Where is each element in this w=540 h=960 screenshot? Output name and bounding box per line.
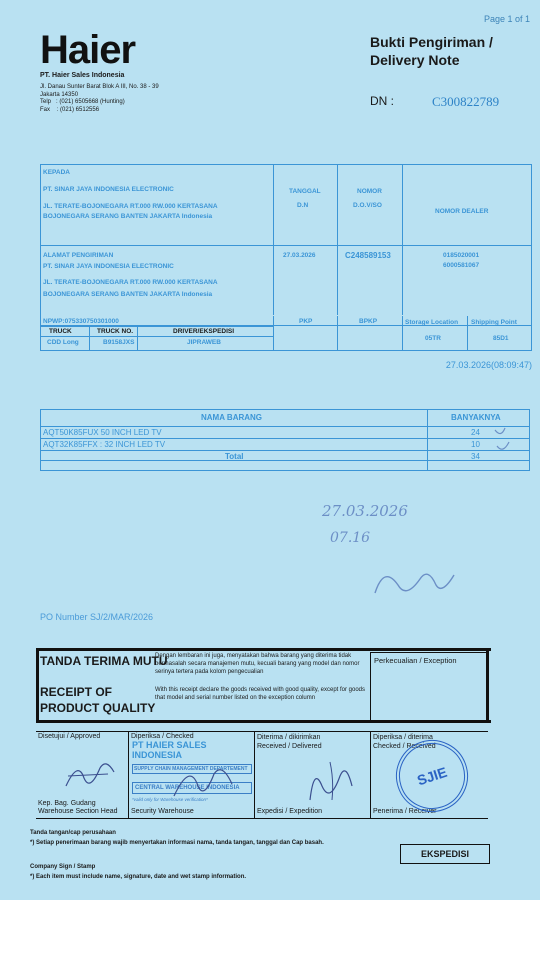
checked-signature — [170, 760, 240, 804]
delivered-role: Expedisi / Expedition — [257, 808, 322, 815]
receipt-text-en: With this receipt declare the goods received with good quality, except for goods that model and serial number listed on the exception column — [155, 687, 366, 701]
total-value: 34 — [471, 452, 480, 461]
col-banyaknya: BANYAKNYA — [451, 413, 501, 422]
po-number: PO Number SJ/2/MAR/2026 — [40, 612, 154, 622]
alamat-label: ALAMAT PENGIRIMAN — [43, 252, 114, 259]
footer-line-2: *) Setiap penerimaan barang wajib menyertakan informasi nama, tanda tangan, tanggal dan Cap basah. — [30, 840, 324, 846]
ekspedisi-copy-box: EKSPEDISI — [400, 844, 490, 864]
footer-line-1: Tanda tangan/cap perusahaan — [30, 830, 116, 836]
footer-line-4: *) Each item must include name, signature, date and wet stamp information. — [30, 874, 247, 880]
tanggal-value: D.N — [297, 202, 309, 209]
col-nama-barang: NAMA BARANG — [201, 413, 263, 422]
stamp-line-4: *valid only for Warehouse verification* — [132, 797, 208, 802]
checked-role: Security Warehouse — [131, 808, 194, 815]
receipt-text-id: Dengan lembaran ini juga, menyatakan bahwa barang yang diterima tidak bermasalah secara manajemen mutu, kecuali barang yang model dan nomor serinya tertera pada kolom pengecualian — [155, 653, 360, 675]
kepada-line-2: JL. TERATE-BOJONEGARA RT.000 RW.000 KERTASANA — [43, 203, 218, 210]
driver-value: JIPRAWEB — [187, 339, 221, 346]
print-timestamp: 27.03.2026(08:09:47) — [445, 360, 532, 370]
total-label: Total — [225, 452, 244, 461]
footer-line-3: Company Sign / Stamp — [30, 864, 96, 870]
received-role: Penerima / Receiver — [373, 808, 437, 815]
storage-location-value: 05TR — [425, 335, 441, 342]
dealer-code-2: 6000581067 — [443, 262, 480, 269]
received-label: Diperiksa / diterima Checked / Received — [373, 734, 436, 750]
round-stamp-text: SJIE — [415, 763, 449, 789]
kepada-line-3: BOJONEGARA SERANG BANTEN JAKARTA Indonesia — [43, 213, 213, 220]
storage-location-label: Storage Location — [405, 319, 459, 326]
exception-label: Perkecualian / Exception — [374, 656, 457, 665]
receipt-title-id: TANDA TERIMA MUTU — [40, 654, 168, 668]
company-name: PT. Haier Sales Indonesia — [40, 72, 125, 79]
pkp-label: PKP — [299, 318, 313, 325]
truck-value: CDD Long — [47, 339, 79, 346]
delivered-label: Diterima / dikirimkan Received / Delivered — [257, 734, 322, 750]
shipping-point-label: Shipping Point — [471, 319, 517, 326]
handwritten-checkmarks — [491, 424, 521, 460]
handwritten-time: 07.16 — [330, 530, 371, 546]
bpkp-label: BPKP — [359, 318, 378, 325]
truck-no-label: TRUCK NO. — [97, 328, 134, 335]
document-title: Bukti Pengiriman / Delivery Note — [370, 34, 493, 68]
npwp-number: NPWP:075330750301000 — [43, 318, 119, 325]
dn-label: DN : — [370, 94, 394, 108]
nomor-value: D.O.V/SO — [353, 202, 382, 209]
handwritten-signature — [370, 555, 460, 605]
alamat-line-2: JL. TERATE-BOJONEGARA RT.000 RW.000 KERTASANA — [43, 279, 218, 286]
delivery-date: 27.03.2026 — [283, 252, 316, 259]
goods-row-1-qty: 24 — [471, 428, 480, 437]
truck-label: TRUCK — [49, 328, 72, 335]
order-number: C248589153 — [345, 251, 391, 260]
dealer-code-1: 0185020001 — [443, 252, 480, 259]
approved-label: Disetujui / Approved — [38, 733, 101, 740]
dn-number: C300822789 — [432, 94, 500, 109]
nomor-label: NOMOR — [357, 188, 382, 195]
tanggal-label: TANGGAL — [289, 188, 321, 195]
receipt-title-en: RECEIPT OF PRODUCT QUALITY — [40, 685, 156, 715]
kepada-label: KEPADA — [43, 169, 70, 176]
approved-signature — [60, 756, 120, 796]
goods-row-1-name: AQT50K85FUX 50 INCH LED TV — [43, 428, 162, 437]
stamp-line-2: SUPPLY CHAIN MANAGEMENT DEPARTEMENT — [132, 764, 252, 774]
page-indicator: Page 1 of 1 — [483, 14, 530, 24]
approved-role: Kep. Bag. Gudang Warehouse Section Head — [38, 800, 118, 815]
stamp-line-3: CENTRAL WAREHOUSE INDONESIA — [132, 782, 252, 794]
kepada-line-1: PT. SINAR JAYA INDONESIA ELECTRONIC — [43, 186, 174, 193]
stamp-line-1: PT HAIER SALES INDONESIA — [132, 740, 207, 760]
alamat-line-3: BOJONEGARA SERANG BANTEN JAKARTA Indonesia — [43, 291, 213, 298]
handwritten-date: 27.03.2026 — [322, 502, 408, 520]
delivered-signature — [300, 756, 360, 806]
checked-label: Diperiksa / Checked — [131, 733, 194, 740]
dealer-label: NOMOR DEALER — [435, 208, 489, 215]
alamat-line-1: PT. SINAR JAYA INDONESIA ELECTRONIC — [43, 263, 174, 270]
goods-row-2-qty: 10 — [471, 440, 480, 449]
haier-logo: Haier — [40, 28, 136, 72]
driver-label: DRIVER/EKSPEDISI — [173, 328, 235, 335]
shipment-info-box — [40, 164, 532, 326]
truck-no-value: B9158JXS — [103, 339, 135, 346]
goods-row-2-name: AQT32K85FFX : 32 INCH LED TV — [43, 440, 166, 449]
company-address: Jl. Danau Sunter Barat Blok A III, No. 38 - 39 Jakarta 14350 Telp : (021) 6505668 (Hunting) Fax : (021) 6512556 — [40, 84, 159, 113]
goods-table — [40, 409, 530, 471]
shipping-point-value: 85D1 — [493, 335, 509, 342]
